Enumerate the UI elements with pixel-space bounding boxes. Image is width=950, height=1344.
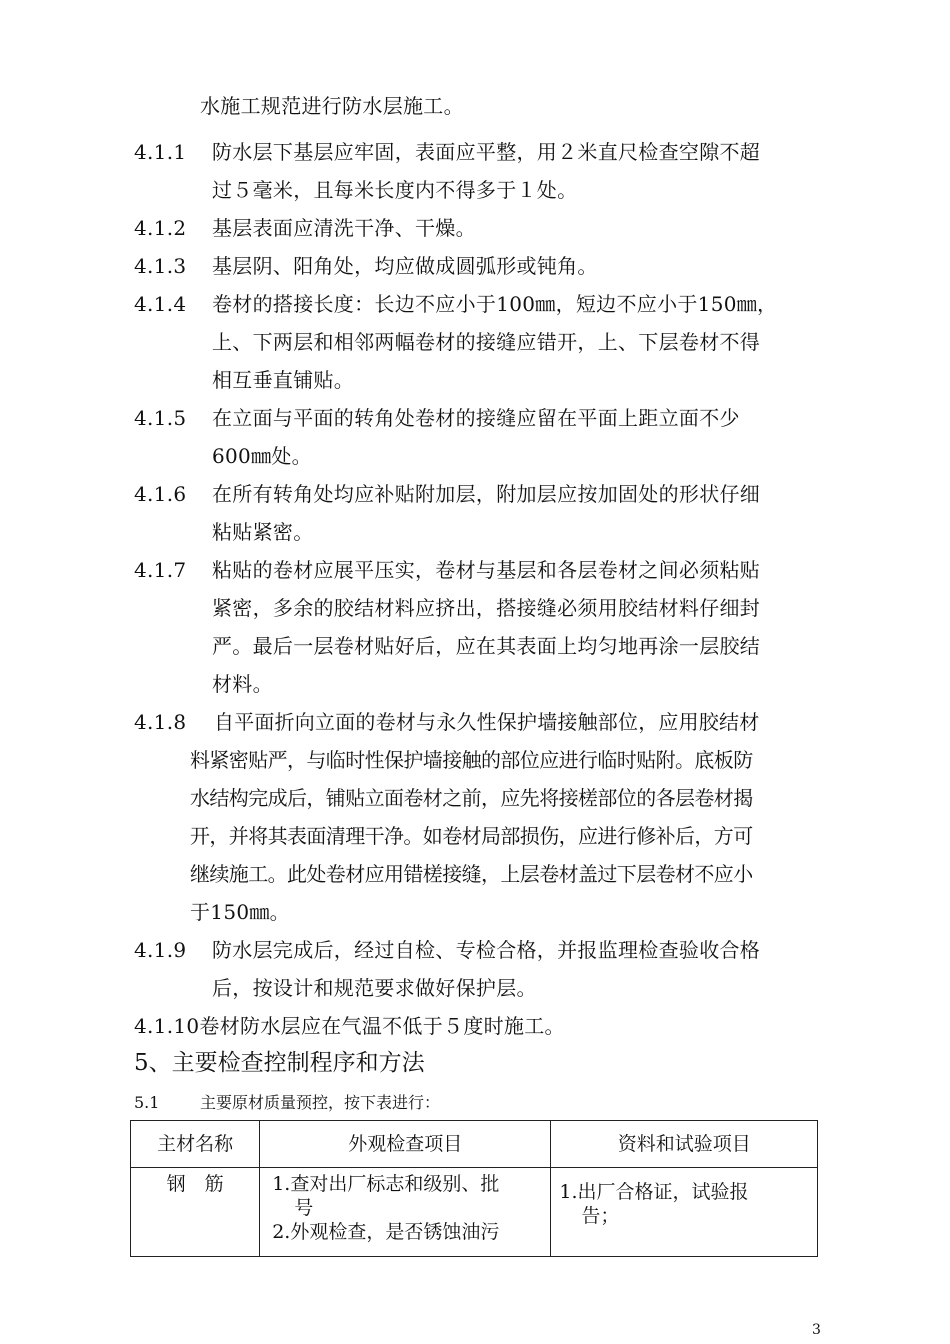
subsection-number: 5.1 xyxy=(134,1093,160,1112)
clause-text: 料紧密贴严，与临时性保护墙接触的部位应进行临时贴附。底板防 xyxy=(190,748,753,772)
clause-text: 粘贴紧密。 xyxy=(212,520,314,544)
page-number: 3 xyxy=(812,1322,821,1338)
clause-text: 材料。 xyxy=(212,672,273,696)
table-header: 外观检查项目 xyxy=(260,1121,551,1168)
clause-number: 4.1.8 xyxy=(134,710,187,734)
clause-text: 开，并将其表面清理干净。如卷材局部损伤，应进行修补后，方可 xyxy=(190,824,753,848)
clause-text: 水结构完成后，铺贴立面卷材之前，应先将接槎部位的各层卷材揭 xyxy=(190,786,753,810)
table-cell-documents xyxy=(551,1168,818,1257)
clause-number: 4.1.4 xyxy=(134,292,187,316)
clause-text: 自平面折向立面的卷材与永久性保护墙接触部位，应用胶结材 xyxy=(214,710,760,734)
text-line: 水施工规范进行防水层施工。 xyxy=(200,94,464,118)
table-header: 资料和试验项目 xyxy=(551,1121,818,1168)
table-row xyxy=(131,1168,818,1257)
clause-text: 于150㎜。 xyxy=(190,900,290,924)
clause-text: 基层阴、阳角处，均应做成圆弧形或钝角。 xyxy=(212,254,598,278)
cell-text: 1.查对出厂标志和级别、批 xyxy=(272,1173,500,1195)
clause-text: 严。最后一层卷材贴好后，应在其表面上均匀地再涂一层胶结 xyxy=(212,634,761,658)
cell-text: 号 xyxy=(294,1197,314,1219)
clause-text: 相互垂直铺贴。 xyxy=(212,368,355,392)
clause-number: 4.1.9 xyxy=(134,938,187,962)
clause-text: 防水层完成后，经过自检、专检合格，并报监理检查验收合格 xyxy=(212,938,761,962)
clause-text: 粘贴的卷材应展平压实，卷材与基层和各层卷材之间必须粘贴 xyxy=(212,558,761,582)
table-header-row xyxy=(131,1121,818,1168)
section-heading: 5、主要检查控制程序和方法 xyxy=(134,1050,425,1076)
clause-text: 在立面与平面的转角处卷材的接缝应留在平面上距立面不少 xyxy=(212,406,740,430)
clause-4-1-10: 4.1.10卷材防水层应在气温不低于５度时施工。 xyxy=(134,1014,565,1038)
clause-text: 紧密，多余的胶结材料应挤出，搭接缝必须用胶结材料仔细封 xyxy=(212,596,761,620)
clause-number: 4.1.5 xyxy=(134,406,187,430)
cell-text: 2.外观检查，是否锈蚀油污 xyxy=(272,1221,500,1243)
clause-text: 卷材的搭接长度：长边不应小于100㎜，短边不应小于150㎜， xyxy=(212,292,778,316)
clause-text: 基层表面应清洗干净、干燥。 xyxy=(212,216,476,240)
clause-number: 4.1.1 xyxy=(134,140,187,164)
clause-number: 4.1.7 xyxy=(134,558,187,582)
table-header: 主材名称 xyxy=(131,1121,260,1168)
clause-number: 4.1.2 xyxy=(134,216,187,240)
clause-text: 在所有转角处均应补贴附加层，附加层应按加固处的形状仔细 xyxy=(212,482,761,506)
clause-text: 继续施工。此处卷材应用错槎接缝，上层卷材盖过下层卷材不应小 xyxy=(190,862,753,886)
material-check-table xyxy=(130,1120,818,1257)
clause-text: 防水层下基层应牢固，表面应平整，用２米直尺检查空隙不超 xyxy=(212,140,761,164)
cell-text: 钢 筋 xyxy=(166,1173,224,1195)
subsection-text: 主要原材质量预控，按下表进行： xyxy=(200,1093,441,1112)
cell-text: 1.出厂合格证，试验报 xyxy=(559,1181,749,1203)
clause-number: 4.1.3 xyxy=(134,254,187,278)
table-cell-material xyxy=(131,1168,260,1257)
clause-text: 后，按设计和规范要求做好保护层。 xyxy=(212,976,537,1000)
clause-text: 过５毫米，且每米长度内不得多于１处。 xyxy=(212,178,578,202)
clause-text: 上、下两层和相邻两幅卷材的接缝应错开，上、下层卷材不得 xyxy=(212,330,761,354)
clause-number: 4.1.6 xyxy=(134,482,187,506)
cell-text: 告； xyxy=(581,1205,620,1227)
table-cell-appearance xyxy=(260,1168,551,1257)
clause-text: 600㎜处。 xyxy=(212,444,312,468)
